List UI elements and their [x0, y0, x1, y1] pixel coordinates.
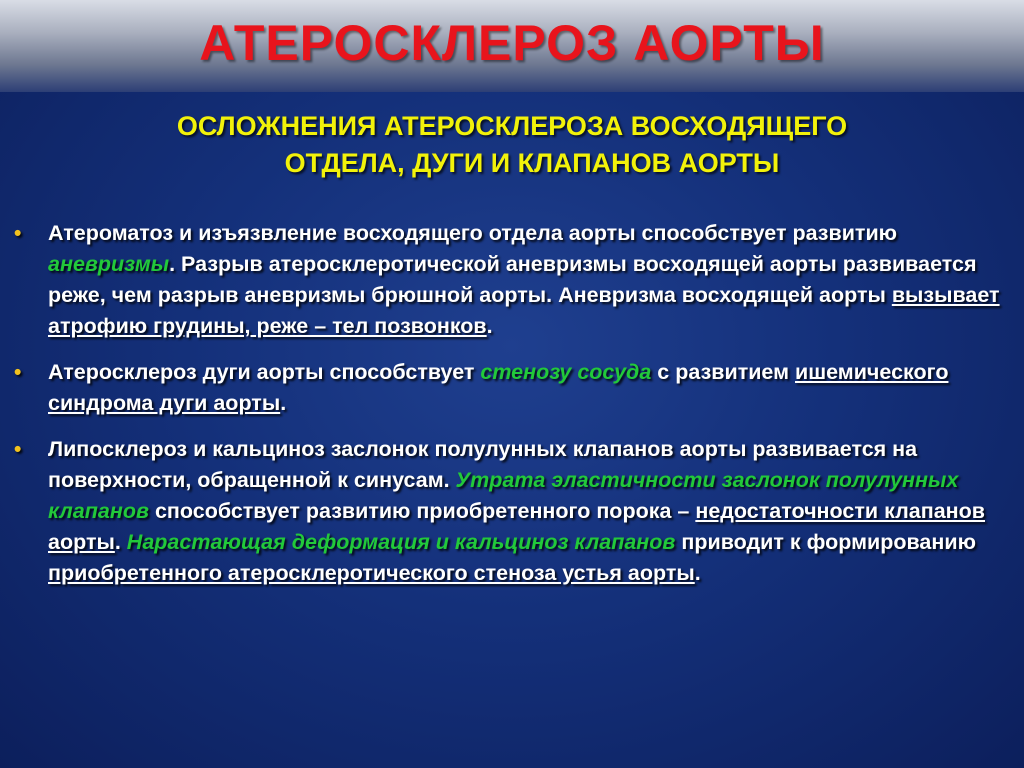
highlight-green: Нарастающая деформация и кальциноз клапанов: [126, 530, 676, 554]
bullet-text: с развитием: [651, 360, 795, 384]
bullet-text: .: [114, 530, 127, 554]
slide-subtitle: [60, 108, 964, 182]
highlight-green: стенозу сосуда: [480, 360, 652, 384]
highlight-green: аневризмы: [48, 252, 170, 276]
highlight-underline: недостаточности клапанов аорты: [48, 499, 985, 554]
highlight-underline: ишемического синдрома дуги аорты: [48, 360, 949, 415]
highlight-underline: вызывает атрофию грудины, реже – тел позвонков: [48, 283, 1000, 338]
bullet-dot-icon: •: [14, 361, 22, 384]
bullet-text: способствует развитию приобретенного порока –: [148, 499, 696, 523]
bullet-item-arch: [12, 357, 1012, 419]
subtitle-line-1: ОСЛОЖНЕНИЯ АТЕРОСКЛЕРОЗА ВОСХОДЯЩЕГО: [176, 111, 848, 141]
bullet-item-aneurysm: [12, 218, 1012, 342]
highlight-underline: приобретенного атеросклеротического стеноза устья аорты: [48, 561, 695, 585]
bullet-text: Атеросклероз дуги аорты способствует: [48, 360, 481, 384]
highlight-green: Утрата эластичности заслонок полулунных клапанов: [48, 468, 959, 523]
bullet-list: [12, 218, 1012, 604]
bullet-dot-icon: •: [14, 222, 22, 245]
subtitle-line-2: ОТДЕЛА, ДУГИ И КЛАПАНОВ АОРТЫ: [284, 148, 780, 178]
slide-title: АТЕРОСКЛЕРОЗ АОРТЫ: [199, 15, 825, 71]
bullet-text: .: [280, 391, 287, 415]
bullet-text: Атероматоз и изъязвление восходящего отдела аорты способствует развитию: [48, 221, 898, 245]
bullet-text: Липосклероз и кальциноз заслонок полулунных клапанов аорты развивается на поверхности, обращенной к синусам.: [48, 437, 918, 492]
bullet-text: . Разрыв атеросклеротической аневризмы восходящей аорты развивается реже, чем разрыв аневризмы брюшной аорты. Аневризма восходящей аорты: [48, 252, 977, 307]
bullet-text: приводит к формированию: [675, 530, 976, 554]
bullet-item-valves: [12, 434, 1012, 589]
bullet-text: .: [694, 561, 701, 585]
bullet-text: .: [486, 314, 493, 338]
bullet-dot-icon: •: [14, 438, 22, 461]
